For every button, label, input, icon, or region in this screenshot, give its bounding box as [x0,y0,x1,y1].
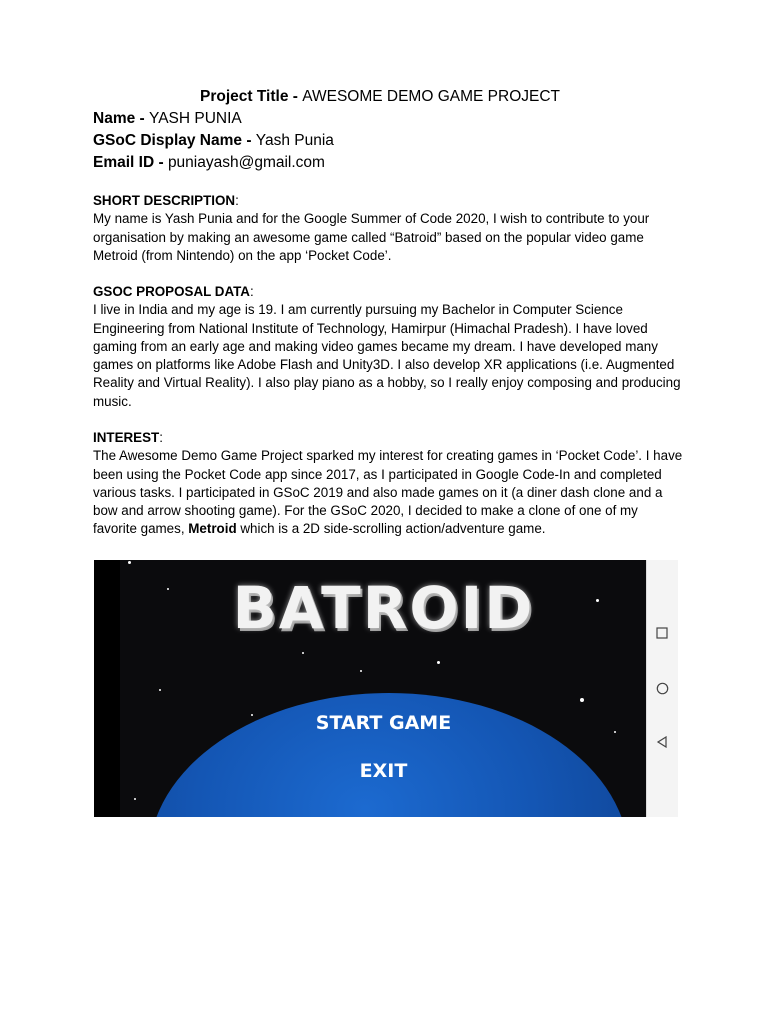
star [159,689,161,691]
section-heading: GSOC PROPOSAL DATA: [93,284,254,299]
section-body: The Awesome Demo Game Project sparked my interest for creating games in ‘Pocket Code’. I have been using the Pocket Code app since 2017, as I participated in Google Code-In and completed various tasks. I participated in GSoC 2019 and also made games on it (a diner dash clone and a bow and arrow shooting game). For the GSoC 2020, I decided to make a clone of one of my favorite games, Metroid which is a 2D side-scrolling action/adventure game. [93,448,683,537]
home-icon[interactable] [654,680,670,696]
section-heading: SHORT DESCRIPTION: [93,193,239,208]
section-body: My name is Yash Punia and for the Google Summer of Code 2020, I wish to contribute to your organisation by making an awesome game called “Batroid” based on the popular video game Metroid (from Nintendo) on the app ‘Pocket Code’. [93,211,650,263]
star [437,661,440,664]
section-heading: INTEREST: [93,430,163,445]
android-nav-bar [646,560,678,817]
star [302,652,304,654]
section-body: I live in India and my age is 19. I am currently pursuing my Bachelor in Computer Science Engineering from National Institute of Technology, Hamirpur (Himachal Pradesh). I have loved gaming from an early age and making video games became my dream. I have developed many games on platforms like Adobe Flash and Unity3D. I also develop XR applications (i.e. Augmented Reality and Virtual Reality). I also play piano as a hobby, so I really enjoy composing and producing music. [93,302,681,409]
star [360,670,362,672]
display-name-line: GSoC Display Name - Yash Punia [93,132,334,149]
email-line: Email ID - puniayash@gmail.com [93,154,325,171]
name-line: Name - YASH PUNIA [93,110,242,127]
project-title: Project Title - AWESOME DEMO GAME PROJECT [200,88,560,105]
screen-edge [94,560,120,817]
proposal-data-section [93,283,683,411]
game-logo-title: BATROID [232,574,535,642]
exit-button[interactable]: EXIT [359,760,408,782]
star [580,698,584,702]
back-icon[interactable] [654,734,670,750]
game-screenshot [94,560,678,817]
short-description-section [93,192,683,265]
interest-section [93,429,683,539]
star [134,798,136,800]
recent-apps-icon[interactable] [654,625,670,641]
star [128,561,131,564]
start-game-button[interactable]: START GAME [315,712,452,734]
